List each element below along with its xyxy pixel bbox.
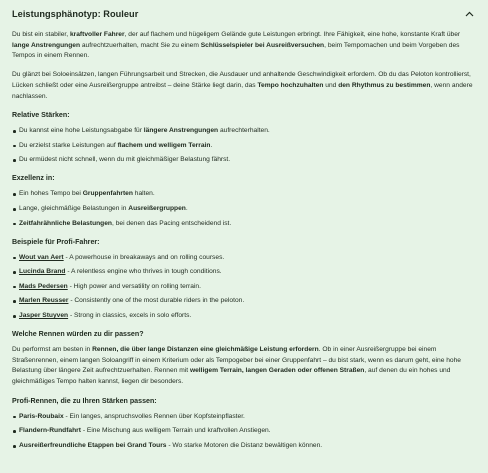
text: Du bist ein stabiler, <box>12 31 70 38</box>
text: aufrechtzuerhalten, macht Sie zu einem <box>80 41 201 49</box>
intro-paragraph-1 <box>12 30 476 62</box>
text: , der auf flachem und hügeligem Gelände gute Leistungen erbringt. Ihre Fähigkeit, eine hohe, konstante Kraft über <box>124 31 461 38</box>
rider-link[interactable]: Marlen Reusser <box>19 297 69 305</box>
excellence-list <box>12 189 476 228</box>
list-item: Zeitfahrähnliche Belastungen, bei denen das Pacing entscheidend ist. <box>12 219 476 229</box>
section-heading-pro-races: Profi-Rennen, die zu Ihren Stärken passen: <box>12 396 157 405</box>
rider-link[interactable]: Mads Pedersen <box>19 282 68 290</box>
section-heading-excellence: Exzellenz in: <box>12 174 55 183</box>
list-item: Ausreißerfreundliche Etappen bei Grand Tours - Wo starke Motoren die Distanz bewältigen können. <box>12 441 476 451</box>
pro-riders-list <box>12 253 476 321</box>
rider-link[interactable]: Lucinda Brand <box>19 268 66 276</box>
rider-link[interactable]: Wout van Aert <box>19 253 64 261</box>
races-paragraph: Du performst am besten in Rennen, die über lange Distanzen eine gleichmäßige Leistung erfordern. Ob in einer Ausreißergruppe bei einem Straßenrennen, einem langen Soloangriff in einem Kriterium oder als Tempogeber bei einer Gruppenfahrt – du bist stark, wenn es darum geht, eine hohe Belastung über längere Zeit aufrechtzuerhalten. Rennen mit welligem Terrain, langen Geraden oder offenen Straßen, auf denen du ein hohes und gleichmäßiges Tempo halten kannst, liegen dir besonders. <box>12 345 462 386</box>
emphasis: lange Anstrengungen <box>12 41 81 49</box>
text: , beim Tempomachen und beim Vorgeben des Tempos in einem Rennen. <box>12 41 460 60</box>
emphasis: kraftvoller Fahrer <box>69 31 125 38</box>
rider-link[interactable]: Jasper Stuyven <box>19 311 69 319</box>
chevron-up-icon[interactable] <box>464 9 474 19</box>
intro-paragraph-2 <box>12 70 476 102</box>
section-heading-races: Welche Rennen würden zu dir passen? <box>12 329 144 338</box>
list-item: Ein hohes Tempo bei Gruppenfahrten halten. <box>12 189 476 199</box>
section-heading-strengths: Relative Stärken: <box>12 111 70 120</box>
strengths-list <box>12 126 476 165</box>
list-item: Lange, gleichmäßige Belastungen in Ausreißergruppen. <box>12 204 476 214</box>
list-item: Du ermüdest nicht schnell, wenn du mit gleichmäßiger Belastung fährst. <box>12 155 476 165</box>
text: und <box>323 81 339 89</box>
list-item: Du kannst eine hohe Leistungsabgabe für längere Anstrengungen aufrechterhalten. <box>12 126 476 136</box>
section-heading-pro-riders: Beispiele für Profi-Fahrer: <box>12 237 100 246</box>
emphasis: den Rhythmus zu bestimmen <box>338 81 431 89</box>
list-item: Paris-Roubaix - Ein langes, anspruchsvolles Rennen über Kopfsteinpflaster. <box>12 412 476 422</box>
list-item: Flandern-Rundfahrt - Eine Mischung aus welligem Terrain und kraftvollen Anstiegen. <box>12 426 476 436</box>
panel-title: Leistungsphänotyp: Rouleur <box>12 9 139 19</box>
list-item: Lucinda Brand - A relentless engine who thrives in tough conditions. <box>12 267 476 277</box>
emphasis: Schlüsselspieler bei Ausreißversuchen <box>200 41 325 49</box>
list-item: Wout van Aert - A powerhouse in breakaways and on rolling courses. <box>12 253 476 263</box>
list-item: Marlen Reusser - Consistently one of the most durable riders in the peloton. <box>12 296 476 306</box>
text: , wenn andere nachlassen. <box>12 81 473 100</box>
text: Du glänzt bei Soloeinsätzen, langen Führungsarbeit und Strecken, die Ausdauer und anhaltende Geschwindigkeit erfordern. Ob du das Peloton kontrollierst, Lücken schließt oder eine Ausreißergruppe antreibst – deine Stärke liegt darin, das <box>12 71 471 89</box>
list-item: Jasper Stuyven - Strong in classics, excels in solo efforts. <box>12 311 476 321</box>
emphasis: Tempo hochzuhalten <box>257 81 324 89</box>
list-item: Mads Pedersen - High power and versatility on rolling terrain. <box>12 282 476 292</box>
pro-races-list <box>12 412 476 451</box>
list-item: Du erzielst starke Leistungen auf flachem und welligem Terrain. <box>12 141 476 151</box>
panel-header[interactable] <box>12 7 476 21</box>
